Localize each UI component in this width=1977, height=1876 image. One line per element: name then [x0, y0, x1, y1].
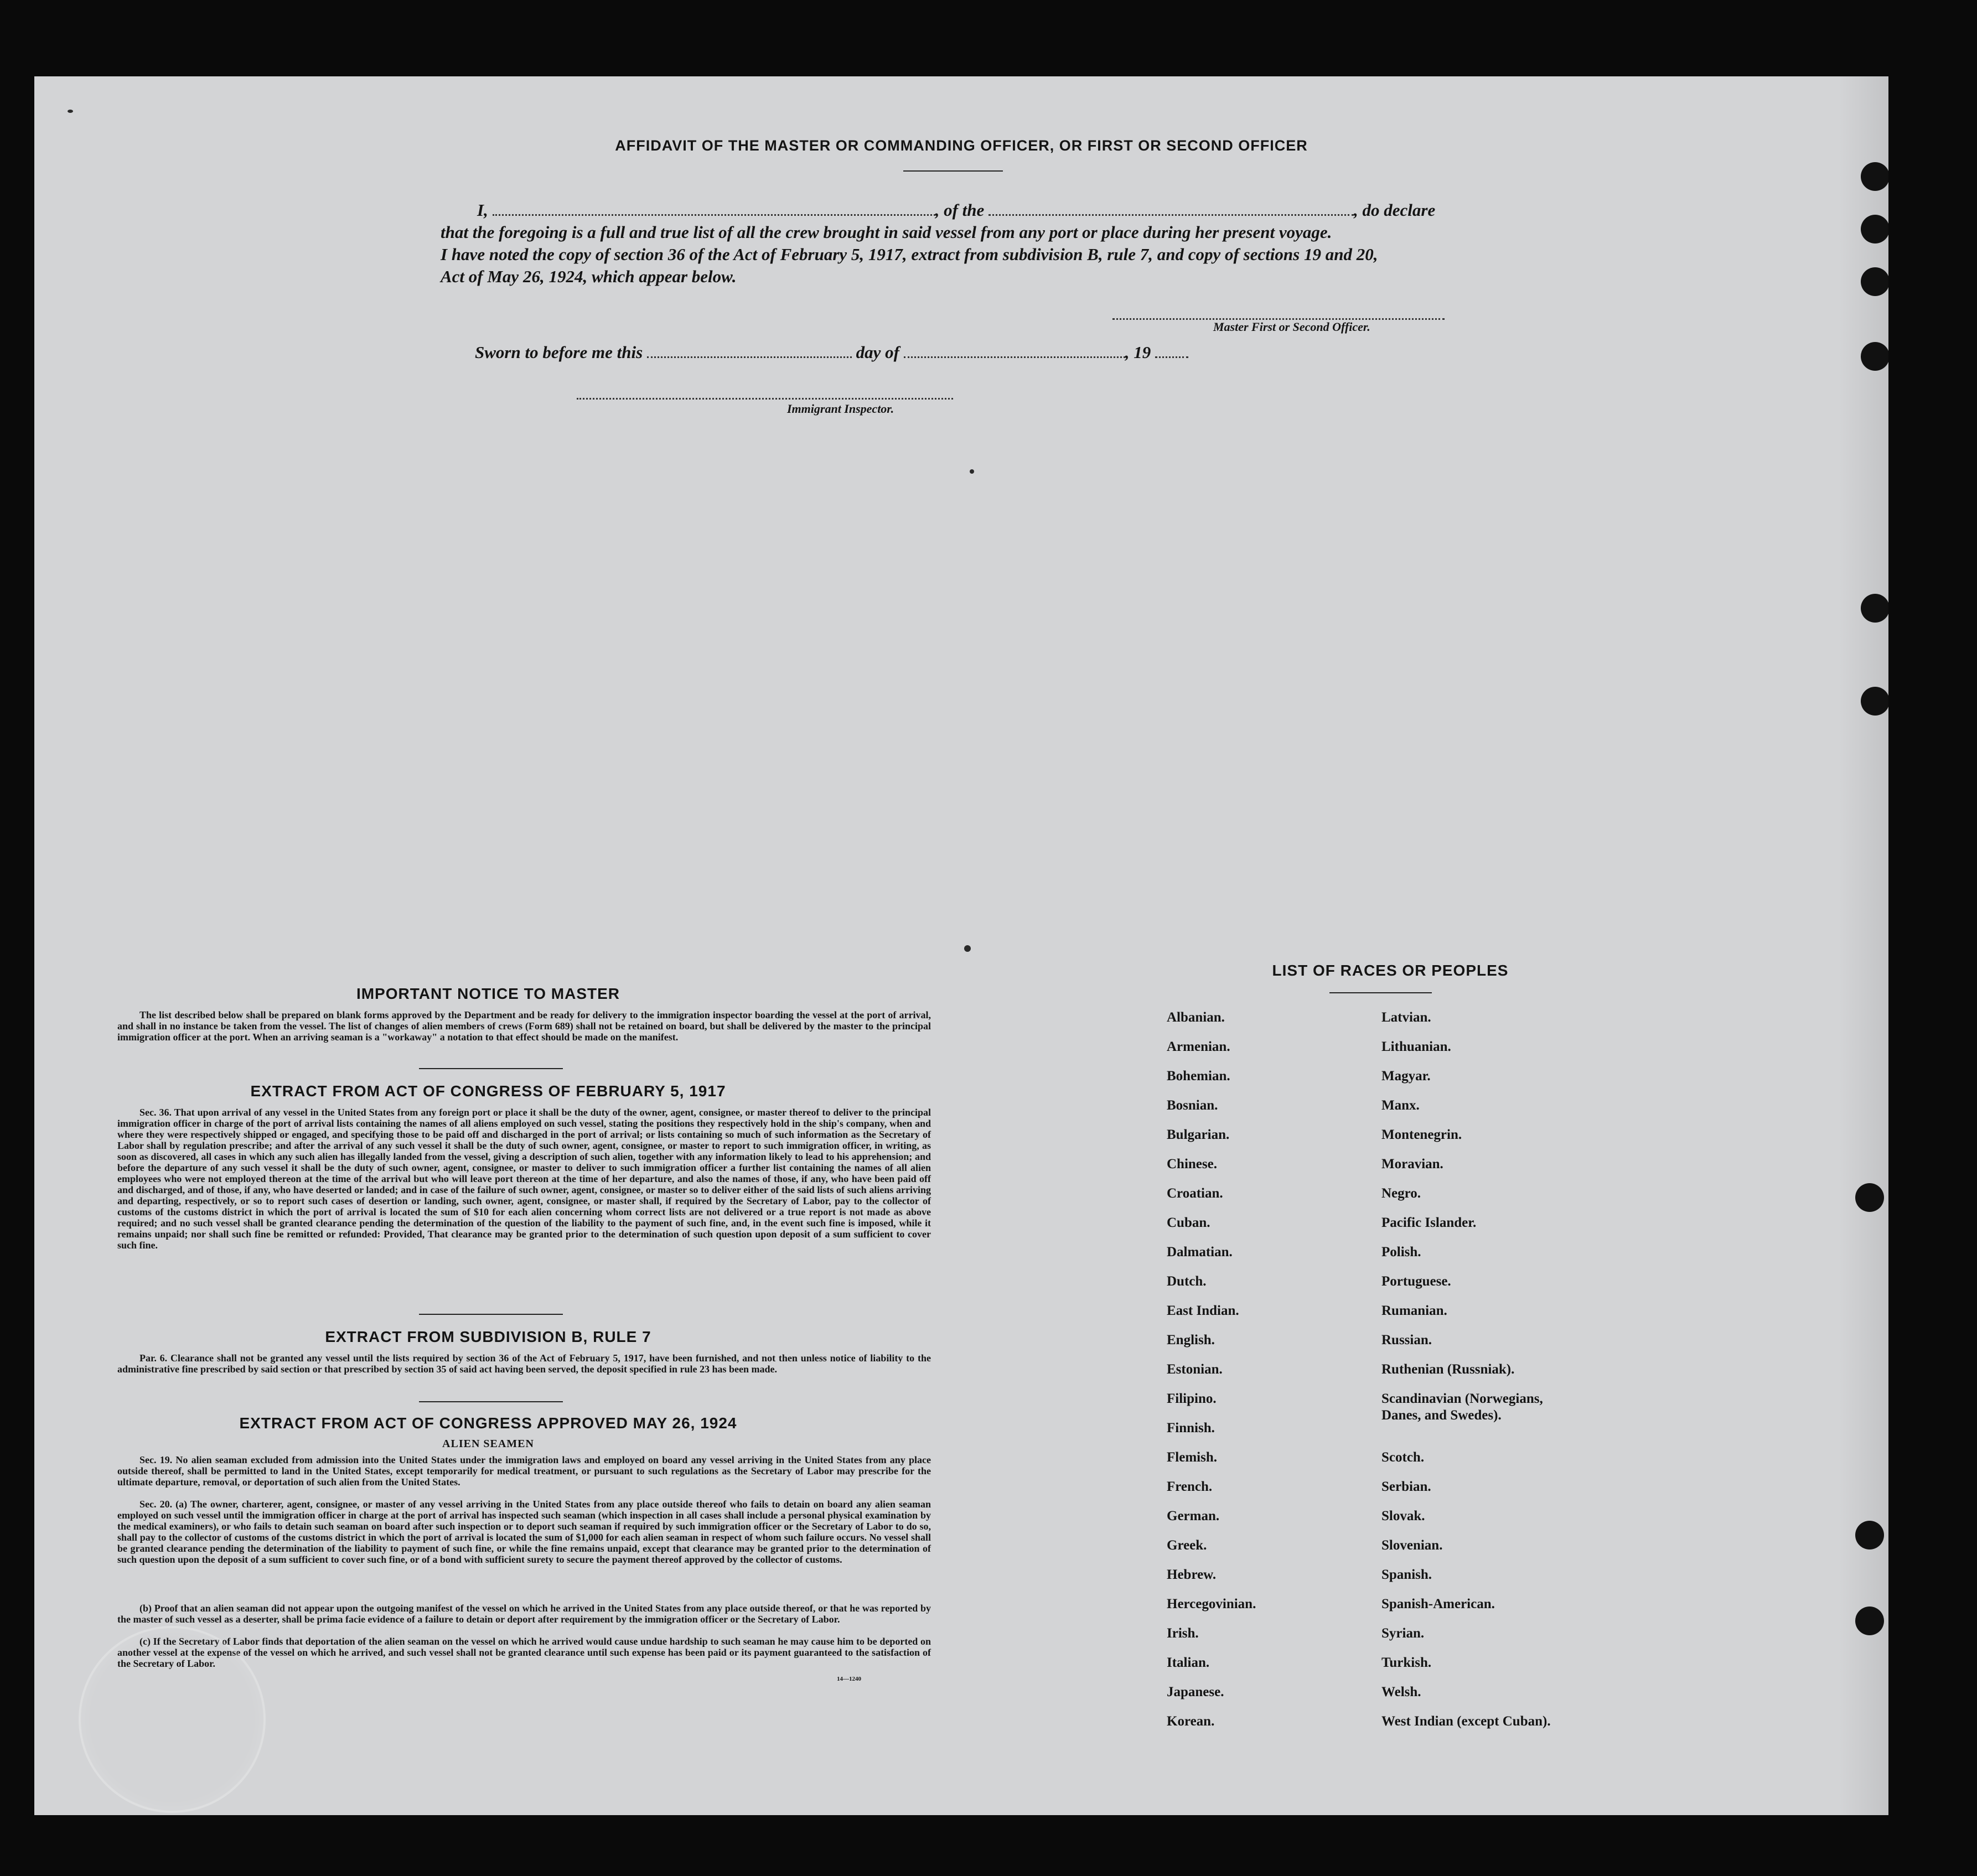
sworn-month-blank: [904, 356, 1125, 358]
scan-speck: [970, 469, 974, 474]
races-column-1: [1167, 1009, 1256, 1743]
race-item: Slovenian.: [1381, 1538, 1443, 1553]
affidavit-declare: , do declare: [1354, 200, 1436, 220]
extract-1924-sec20a: Sec. 20. (a) The owner, charterer, agent, consignee, or master of any vessel arriving in the United States from any place outside thereof who fails to detain on board any alien seaman employed on such vessel until the immigration officer in charge at the port of arrival has inspected such seaman (which inspection in all cases shall include a personal physical examination by the medical examiners), or who fails to detain such seaman on board after such inspection or to deport such seaman if required by such immigration officer or the Secretary of Labor to do so, shall pay to the collector of customs of the customs district in which the port of arrival is located the sum of $1,000 for each alien seaman in respect of whom such failure occurs. No vessel shall be granted clearance pending the determination of the liability to payment of such fine, or while the fine remains unpaid, except that clearance may be granted prior to the determination of such question upon the deposit of a sum sufficient to cover such fine, or of a bond with sufficient surety to secure the payment thereof approved by the collector of customs.: [117, 1499, 931, 1565]
affidavit-line-2: that the foregoing is a full and true list of all the crew brought in said vessel from any port or place during her present voyage.: [441, 222, 1332, 242]
race-item: Pacific Islander.: [1381, 1215, 1477, 1230]
extract-rule7-divider: [419, 1401, 563, 1402]
binder-hole: [1861, 594, 1888, 623]
scan-speck: [68, 110, 73, 113]
affidavit-title: AFFIDAVIT OF THE MASTER OR COMMANDING OFFICER, OR FIRST OR SECOND OFFICER: [615, 137, 1308, 154]
race-item: Filipino.: [1167, 1391, 1217, 1406]
race-item: Italian.: [1167, 1655, 1210, 1670]
sworn-year-blank: [1155, 356, 1188, 358]
race-item: English.: [1167, 1333, 1215, 1348]
race-item: Japanese.: [1167, 1685, 1224, 1699]
binder-hole: [1861, 215, 1888, 243]
extract-1924-sec19: Sec. 19. No alien seaman excluded from admission into the United States under the immigration laws and employed on board any vessel arriving in the United States from any place outside thereof, shall be permitted to land in the United States, except temporarily for medical treatment, or pursuant to such regulations as the Secretary of Labor may prescribe for the ultimate departure, removal, or deportation of such alien from the United States.: [117, 1454, 931, 1488]
race-item: Magyar.: [1381, 1069, 1431, 1084]
binder-hole: [1861, 162, 1888, 191]
race-item: West Indian (except Cuban).: [1381, 1714, 1551, 1729]
race-item: Scandinavian (Norwegians, Danes, and Swedes).: [1381, 1391, 1543, 1423]
binder-hole: [1855, 1606, 1884, 1635]
race-item: Lithuanian.: [1381, 1039, 1451, 1054]
extract-rule7-text: Par. 6. Clearance shall not be granted any vessel until the lists required by section 36 of the Act of February 5, 1917, have been furnished, and not then unless notice of liability to the administrative fine prescribed by said section or that prescribed by section 35 of said act having been served, the deposit specified in rule 23 has been made.: [117, 1352, 931, 1375]
notice-divider: [419, 1068, 563, 1069]
race-item: Manx.: [1381, 1098, 1420, 1113]
sworn-line: [475, 343, 1188, 362]
race-item: Spanish.: [1381, 1567, 1432, 1582]
binder-hole: [1855, 1521, 1884, 1549]
binder-hole: [1861, 687, 1888, 716]
inspector-signature-label: Immigrant Inspector.: [787, 402, 894, 416]
race-item: Greek.: [1167, 1538, 1207, 1553]
extract-1924-title: EXTRACT FROM ACT OF CONGRESS APPROVED MAY 26, 1924: [239, 1414, 737, 1432]
sworn-prefix: Sworn to before me this: [475, 343, 643, 362]
races-divider: [1329, 992, 1432, 993]
race-item: Dalmatian.: [1167, 1245, 1233, 1260]
race-item: Dutch.: [1167, 1274, 1207, 1289]
race-item: Irish.: [1167, 1626, 1199, 1641]
race-item: Armenian.: [1167, 1039, 1230, 1054]
binder-hole: [1861, 342, 1888, 371]
page-edge-shadow: [1839, 76, 1888, 1815]
race-item: Turkish.: [1381, 1655, 1432, 1670]
binder-hole: [1861, 267, 1888, 296]
race-item: Hercegovinian.: [1167, 1597, 1256, 1611]
race-item: Cuban.: [1167, 1215, 1210, 1230]
race-item: East Indian.: [1167, 1303, 1239, 1318]
race-item: Albanian.: [1167, 1010, 1225, 1025]
affidavit-line-3: I have noted the copy of section 36 of the Act of February 5, 1917, extract from subdivision B, rule 7, and copy of sections 19 and 20,: [441, 245, 1378, 264]
race-item: Spanish-American.: [1381, 1597, 1495, 1611]
race-item: Scotch.: [1381, 1450, 1425, 1465]
sworn-day-of: day of: [856, 343, 899, 362]
race-item: Latvian.: [1381, 1010, 1431, 1025]
extract-rule7-title: EXTRACT FROM SUBDIVISION B, RULE 7: [325, 1328, 651, 1345]
race-item: Flemish.: [1167, 1450, 1217, 1465]
inspector-signature-line: [577, 397, 953, 400]
race-item: Polish.: [1381, 1245, 1421, 1260]
race-item: Montenegrin.: [1381, 1127, 1462, 1142]
name-blank: [493, 214, 935, 216]
race-item: Hebrew.: [1167, 1567, 1217, 1582]
race-item: Korean.: [1167, 1714, 1215, 1729]
notice-text: The list described below shall be prepared on blank forms approved by the Department and be ready for delivery to the immigration inspector boarding the vessel at the port of arrival, and shall in no instance be taken from the vessel. The list of changes of alien members of crews (Form 689) shall not be retained on board, but shall be delivered by the master to the principal immigration officer at the port. When an arriving seaman is a "workaway" a notation to that effect should be made on the manifest.: [117, 1009, 931, 1043]
race-item: Syrian.: [1381, 1626, 1425, 1641]
extract-1917-divider: [419, 1314, 563, 1315]
race-item: Welsh.: [1381, 1685, 1421, 1699]
sworn-day-blank: [647, 356, 852, 358]
scan-speck: [964, 945, 971, 952]
race-item: Ruthenian (Russniak).: [1381, 1362, 1515, 1377]
race-item: German.: [1167, 1509, 1220, 1523]
race-item: Slovak.: [1381, 1509, 1425, 1523]
sworn-year: , 19: [1125, 343, 1151, 362]
notice-title: IMPORTANT NOTICE TO MASTER: [356, 985, 620, 1002]
extract-1917-title: EXTRACT FROM ACT OF CONGRESS OF FEBRUARY 5, 1917: [250, 1082, 726, 1100]
vessel-blank: [988, 214, 1354, 216]
binder-hole: [1855, 1183, 1884, 1212]
affidavit-i: I,: [477, 200, 488, 220]
extract-1924-subtitle: ALIEN SEAMEN: [442, 1438, 534, 1450]
title-divider: [903, 170, 1003, 172]
race-item: Portuguese.: [1381, 1274, 1451, 1289]
form-number: 14—1240: [837, 1676, 861, 1682]
races-title: LIST OF RACES OR PEOPLES: [1272, 962, 1509, 979]
race-item: Negro.: [1381, 1186, 1421, 1201]
race-item: Finnish.: [1167, 1421, 1215, 1435]
race-item: Croatian.: [1167, 1186, 1223, 1201]
affidavit-of-the: , of the: [935, 200, 985, 220]
extract-1924-sec20c: (c) If the Secretary of Labor finds that deportation of the alien seaman on the vessel on which he arrived would cause undue hardship to such seaman he may cause him to be deported on another vessel at the expense of the vessel on which he arrived, and such vessel shall not be granted clearance until such expense has been paid or its payment guaranteed to the satisfaction of the Secretary of Labor.: [117, 1636, 931, 1669]
master-signature-label: Master First or Second Officer.: [1213, 320, 1370, 334]
race-item: Serbian.: [1381, 1479, 1431, 1494]
document-page: [34, 76, 1888, 1815]
extract-1924-sec20b: (b) Proof that an alien seaman did not appear upon the outgoing manifest of the vessel on which he arrived in the United States from any place outside thereof, or that he was reported by the master of such vessel as a deserter, shall be prima facie evidence of a failure to detain or deport after requirement by the immigration officer or the Secretary of Labor.: [117, 1603, 931, 1625]
race-item: Estonian.: [1167, 1362, 1223, 1377]
race-item: French.: [1167, 1479, 1213, 1494]
affidavit-line-4: Act of May 26, 1924, which appear below.: [441, 267, 737, 286]
extract-1917-text: Sec. 36. That upon arrival of any vessel in the United States from any foreign port or place it shall be the duty of the owner, agent, consignee, or master thereof to deliver to the principal immigration officer in charge of the port of arrival lists containing the names of all aliens employed on such vessel, stating the positions they respectively hold in the ship's company, when and where they were respectively shipped or engaged, and specifying those to be paid off and discharged in the port of arrival; or lists containing so much of such information as the Secretary of Labor shall by regulation prescribe; and after the arrival of any such vessel it shall be the duty of such owner, agent, consignee, or master to report to such immigration officer, in writing, as soon as discovered, all cases in which any such alien has illegally landed from the vessel, giving a description of such alien, together with any information likely to lead to his apprehension; and before the departure of any such vessel it shall be the duty of such owner, agent, consignee, or master to deliver to such immigration officer a further list containing the names of all alien employees who were not employed thereon at the time of the arrival but who will leave port thereon at the time of her departure, and also the names of those, if any, who have been paid off and discharged, and of those, if any, who have deserted or landed; and in case of the failure of such owner, agent, consignee, or master so to deliver either of the said lists of such aliens arriving and departing, respectively, or so to report such cases of desertion or landing, such owner, agent, consignee, or master shall, if required by the Secretary of Labor, pay to the collector of customs of the customs district in which the port of arrival is located the sum of $10 for each alien concerning whom correct lists are not delivered or a true report is not made as above required; and no such vessel shall be granted clearance pending the determination of the question of the liability to the payment of such fine, and, in the event such fine is imposed, while it remains unpaid; nor shall such fine be remitted or refunded: Provided, That clearance may be granted prior to the determination of such question upon deposit of a sum sufficient to cover such fine.: [117, 1107, 931, 1251]
races-column-2: [1381, 1009, 1551, 1743]
race-item: Rumanian.: [1381, 1303, 1447, 1318]
affidavit-line-1: [477, 200, 1435, 220]
race-item: Moravian.: [1381, 1157, 1443, 1172]
race-item: Bohemian.: [1167, 1069, 1230, 1084]
embossed-seal: [79, 1626, 266, 1813]
race-item: Russian.: [1381, 1333, 1432, 1348]
race-item: Bosnian.: [1167, 1098, 1218, 1113]
race-item: Bulgarian.: [1167, 1127, 1230, 1142]
race-item: Chinese.: [1167, 1157, 1217, 1172]
